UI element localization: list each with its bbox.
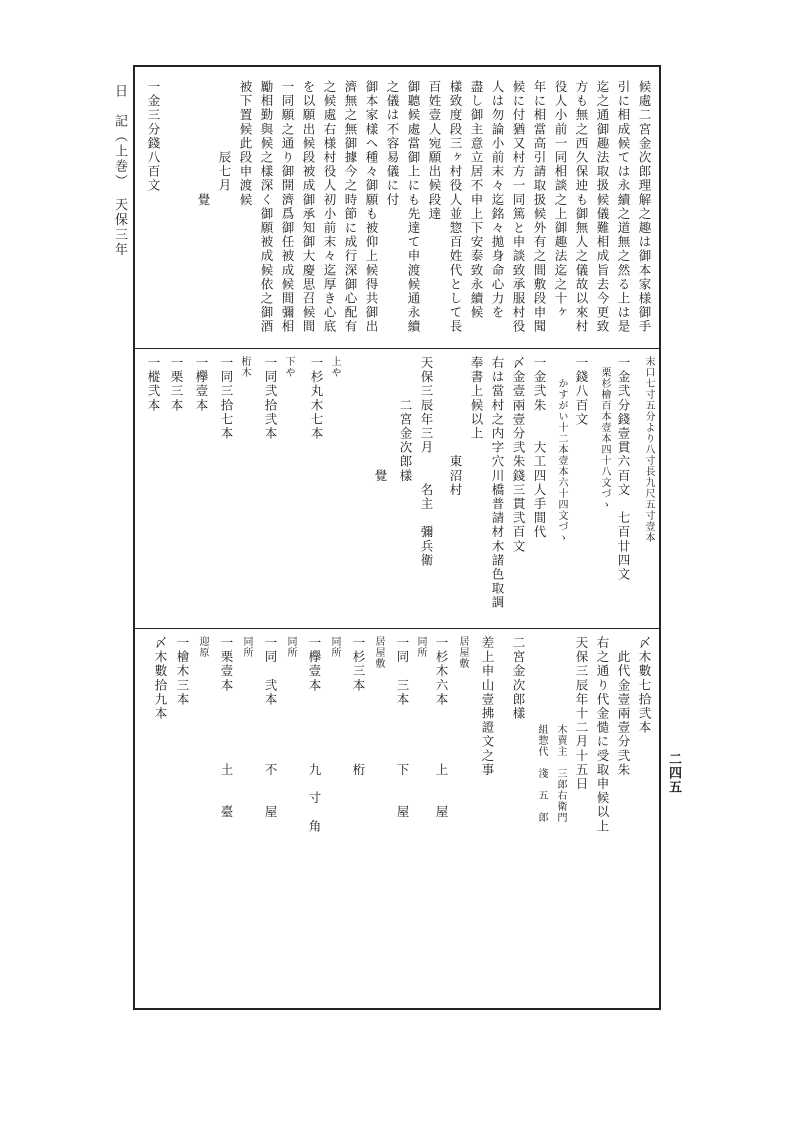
text-column: 木賣主 三郎右衛門 <box>555 636 566 823</box>
text-column: 東沼村 <box>448 356 463 497</box>
text-column: を以願出候段被成御承知御大慶思召候間 <box>301 80 316 334</box>
text-column: 勵相勤與候之樣深く御願被成候依之御酒 <box>259 80 274 334</box>
text-column: 之候處右様村役人初小前末々迄厚き心底 <box>322 80 337 334</box>
text-column: 同所 <box>415 636 426 658</box>
text-column: 一杉三本 桁 <box>351 636 366 777</box>
text-column: 引に相成候ては永續之道無之然る上は是 <box>616 80 631 334</box>
text-column: 一樅弐本 <box>146 356 161 413</box>
text-column: 右は當村之内字穴川橋普請材木諸色取調 <box>490 356 505 610</box>
text-column: 天保三辰年三月 名主 彌兵衛 <box>419 356 434 568</box>
text-column: 御聽候處當御上にも先達て申渡候通永續 <box>406 80 421 334</box>
text-column: 〆木數拾九本 <box>153 636 168 721</box>
text-column: かすがい十二本壹本六十四文づゝ <box>556 356 567 543</box>
text-column: 此代金壹兩壹分弐朱 <box>616 636 631 777</box>
text-column: 年に相當高引請取扱候外有之間敷段申聞 <box>532 80 547 334</box>
text-column: 末口七寸五分より八寸長九尺五寸壹本 <box>643 356 654 543</box>
text-column: 一錢八百文 <box>574 356 589 427</box>
text-column: 一杉木六本 上 屋 <box>434 636 449 820</box>
text-column: 一同三拾七本 <box>219 356 234 441</box>
text-column: 〆木數七拾弐本 <box>637 636 652 735</box>
text-column: 方も無之西久保迚も御無人之儀故以來村 <box>574 80 589 334</box>
text-column: 役人小前一同相談之上御趣法迄之十ヶ <box>553 80 568 320</box>
text-column: 覺 <box>373 356 388 483</box>
text-column: 一同弐拾弐本 <box>263 356 278 441</box>
text-column: 差上申山壹拂證文之事 <box>480 636 495 777</box>
section-divider-upper <box>133 348 661 349</box>
text-column: 一金弐朱 大工四人手間代 <box>532 356 547 540</box>
text-column: 天保三辰年十二月十五日 <box>574 636 589 792</box>
text-column: 二宮金次郎樣 <box>511 636 526 721</box>
section-divider-lower <box>133 628 661 629</box>
text-column: 人は勿論小前末々迄銘々拋身命心力を <box>490 80 505 320</box>
text-column: 一檜木三本 <box>175 636 190 707</box>
text-column: 居屋敷 <box>457 636 468 669</box>
text-column: 候に付猶又村方一同篤と申談致承服村役 <box>511 80 526 334</box>
text-column: 濟無之無御據今之時節に成行深御心配有 <box>343 80 358 334</box>
text-column: 二宮金次郎樣 <box>398 356 413 483</box>
text-column: 同所 <box>285 636 296 658</box>
text-column: 同所 <box>241 636 252 658</box>
text-column: 一栗三本 <box>169 356 184 413</box>
text-column: 迎原 <box>197 636 208 658</box>
text-column: 迄之通御趣法取扱候儀難相成旨去今更致 <box>595 80 610 334</box>
text-column: 盡し御主意立居不申上下安泰致永續候 <box>469 80 484 320</box>
text-column: 下や <box>283 356 294 378</box>
text-column: 奉書上候以上 <box>469 356 484 441</box>
text-column: 組惣代 淺 五 郎 <box>536 636 547 823</box>
text-column: 一同 弐本 不 屋 <box>263 636 278 820</box>
text-column: 一金弐分錢壹貫六百文 七百廿四文 <box>616 356 631 582</box>
text-column: 一欅壹本 <box>194 356 209 413</box>
text-column: 栗杉檜百本壹本四十八文づゝ <box>599 356 610 510</box>
text-column: 居屋敷 <box>373 636 384 669</box>
text-column: 覺 <box>196 80 211 207</box>
text-column: 御本家樣へ種々御願も被仰上候得共御出 <box>364 80 379 334</box>
text-column: 一栗壹本 土 臺 <box>219 636 234 820</box>
running-header: 日 記（上巻） 天保三年 <box>112 84 127 258</box>
text-column: 之儀は不容易儀に付 <box>385 80 400 207</box>
text-column: 一同 三本 下 屋 <box>395 636 410 820</box>
text-column: 〆金壹兩壹分弐朱錢三貫弐百文 <box>511 356 526 554</box>
text-column: 桁木 <box>239 356 250 378</box>
text-column: 百姓壹人宛願出候段達 <box>427 80 442 221</box>
page-number: 二四五 <box>666 752 681 794</box>
text-column: 被下置候此段申渡候 <box>238 80 253 207</box>
text-column: 同所 <box>329 636 340 658</box>
text-column: 上や <box>329 356 340 378</box>
text-column: 一杉丸木七本 <box>309 356 324 441</box>
text-column: 一欅壹本 九 寸 角 <box>307 636 322 834</box>
text-column: 候處二宮金次郎理解之趣は御本家様御手 <box>637 80 652 334</box>
text-column: 一同願之通り御開濟爲御任被成候間彌相 <box>280 80 295 334</box>
text-column: 右之通り代金慥に受取申候以上 <box>595 636 610 834</box>
text-column: 樣致度段三ヶ村役人並惣百姓代として長 <box>448 80 463 334</box>
text-column: 辰七月 <box>217 80 232 193</box>
text-column: 一金三分錢八百文 <box>146 80 161 193</box>
